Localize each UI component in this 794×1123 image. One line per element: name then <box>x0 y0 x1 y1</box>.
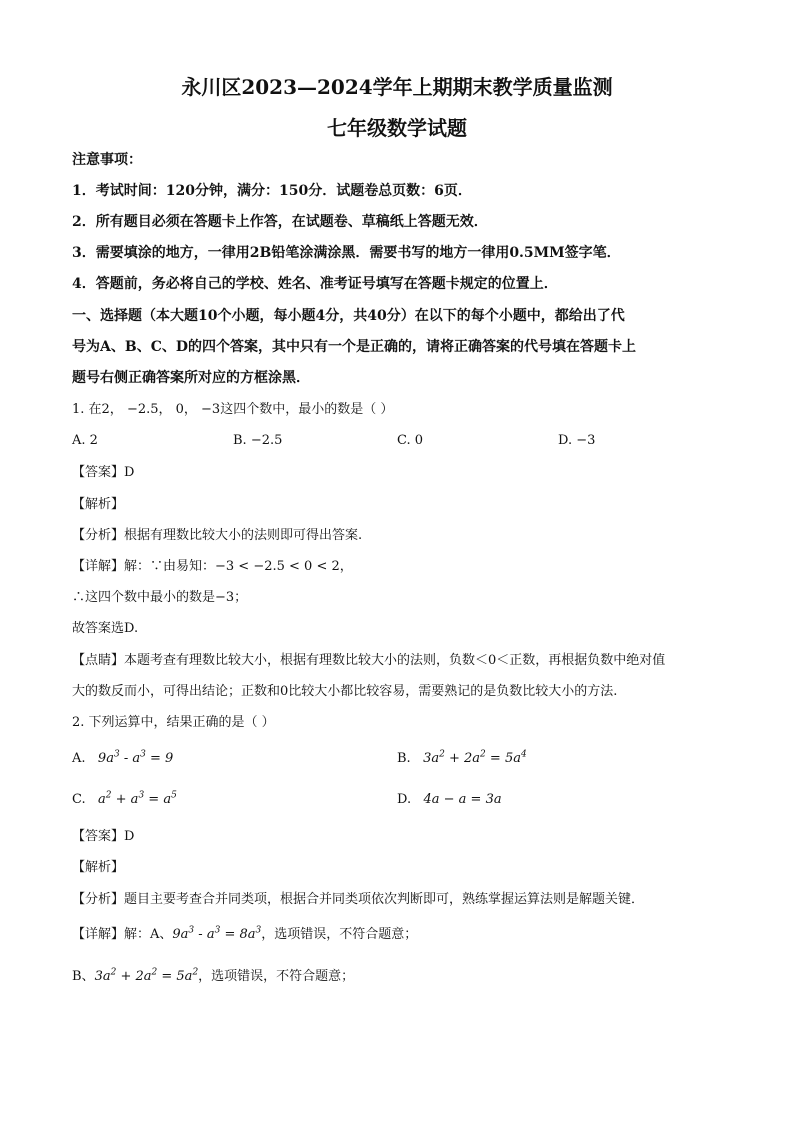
q2-option-d <box>397 790 502 810</box>
q1-dianjing-line-1: 【点睛】本题考查有理数比较大小，根据有理数比较大小的法则，负数＜0＜正数，再根据负数中绝对值 <box>72 653 666 668</box>
page-subtitle: 七年级数学试题 <box>327 116 467 140</box>
section-intro-line-2: 号为A、B、C、D的四个答案，其中只有一个是正确的，请将正确答案的代号填在答题卡上 <box>72 339 636 355</box>
section-intro-line-1: 一、选择题（本大题10个小题，每小题4分，共40分）在以下的每个小题中，都给出了代 <box>72 308 625 324</box>
q2-option-c <box>72 790 177 810</box>
q1-answer: 【答案】D <box>72 465 135 480</box>
q2-xiangjie-b-formula: $3a^2 + 2a^2 = 5a^2$ <box>94 967 199 984</box>
question-2-stem: 2. 下列运算中，结果正确的是（ ） <box>72 715 275 730</box>
q1-xiangjie: 【详解】解：∵由易知：−3 < −2.5 < 0 < 2， <box>72 559 353 574</box>
q2-xiangjie-a-prefix: 【详解】解：A、 <box>72 927 173 942</box>
question-1-stem: 1. 在2， −2.5， 0， −3这四个数中，最小的数是（ ） <box>72 402 394 417</box>
note-item-1: 1．考试时间：120分钟，满分：150分．试题卷总页数：6页． <box>72 183 472 199</box>
q1-final: 故答案选D. <box>72 621 139 636</box>
q1-option-a: A. 2 <box>72 433 98 448</box>
q1-option-b: B. −2.5 <box>233 433 283 448</box>
q1-fenxi: 【分析】根据有理数比较大小的法则即可得出答案. <box>72 528 363 543</box>
note-item-2: 2．所有题目必须在答题卡上作答，在试题卷、草稿纸上答题无效． <box>72 214 488 230</box>
q2-fenxi: 【分析】题目主要考查合并同类项，根据合并同类项依次判断即可，熟练掌握运算法则是解题关键． <box>72 892 645 907</box>
q2-xiangjie-a-suffix: ，选项错误，不符合题意； <box>261 927 418 942</box>
q2-option-b <box>397 749 527 769</box>
q2-option-b-label: B. <box>397 751 411 766</box>
q1-dianjing-line-2: 大的数反而小，可得出结论；正数和0比较大小都比较容易，需要熟记的是负数比较大小的方法. <box>72 684 618 699</box>
q1-option-c: C. 0 <box>397 433 424 448</box>
q1-conclusion: ∴这四个数中最小的数是−3； <box>72 590 248 605</box>
q2-xiangjie-b-prefix: B、 <box>72 969 95 984</box>
q2-option-c-label: C. <box>72 792 86 807</box>
page-title: 永川区2023—2024学年上期期末教学质量监测 <box>181 75 613 99</box>
q2-xiangjie-b <box>72 967 354 987</box>
q2-answer: 【答案】D <box>72 829 135 844</box>
q2-xiangjie-b-suffix: ，选项错误，不符合题意； <box>198 969 355 984</box>
q2-option-a-label: A. <box>72 751 86 766</box>
q2-option-d-label: D. <box>397 792 412 807</box>
note-item-3: 3．需要填涂的地方，一律用2B铅笔涂满涂黑．需要书写的地方一律用0.5MM签字笔． <box>72 245 621 261</box>
q1-option-d: D. −3 <box>558 433 596 448</box>
notes-heading: 注意事项： <box>72 152 142 168</box>
q2-option-c-formula: $a^2 + a^3 = a^5$ <box>89 790 177 807</box>
q2-option-a <box>72 749 173 769</box>
note-item-4: 4．答题前，务必将自己的学校、姓名、准考证号填写在答题卡规定的位置上． <box>72 276 558 292</box>
section-intro-line-3: 题号右侧正确答案所对应的方框涂黑． <box>72 370 310 386</box>
q2-xiangjie-a-formula: $9a^3 - a^3 = 8a^3$ <box>172 925 262 942</box>
q2-analysis-label: 【解析】 <box>72 860 125 875</box>
q1-analysis-label: 【解析】 <box>72 497 125 512</box>
q2-xiangjie-a <box>72 925 417 945</box>
q2-option-b-formula: $3a^2 + 2a^2 = 5a^4$ <box>414 749 527 766</box>
q2-option-d-formula: 4a − a = 3a <box>415 792 502 807</box>
q2-option-a-formula: $9a^3 - a^3 = 9$ <box>89 749 174 766</box>
